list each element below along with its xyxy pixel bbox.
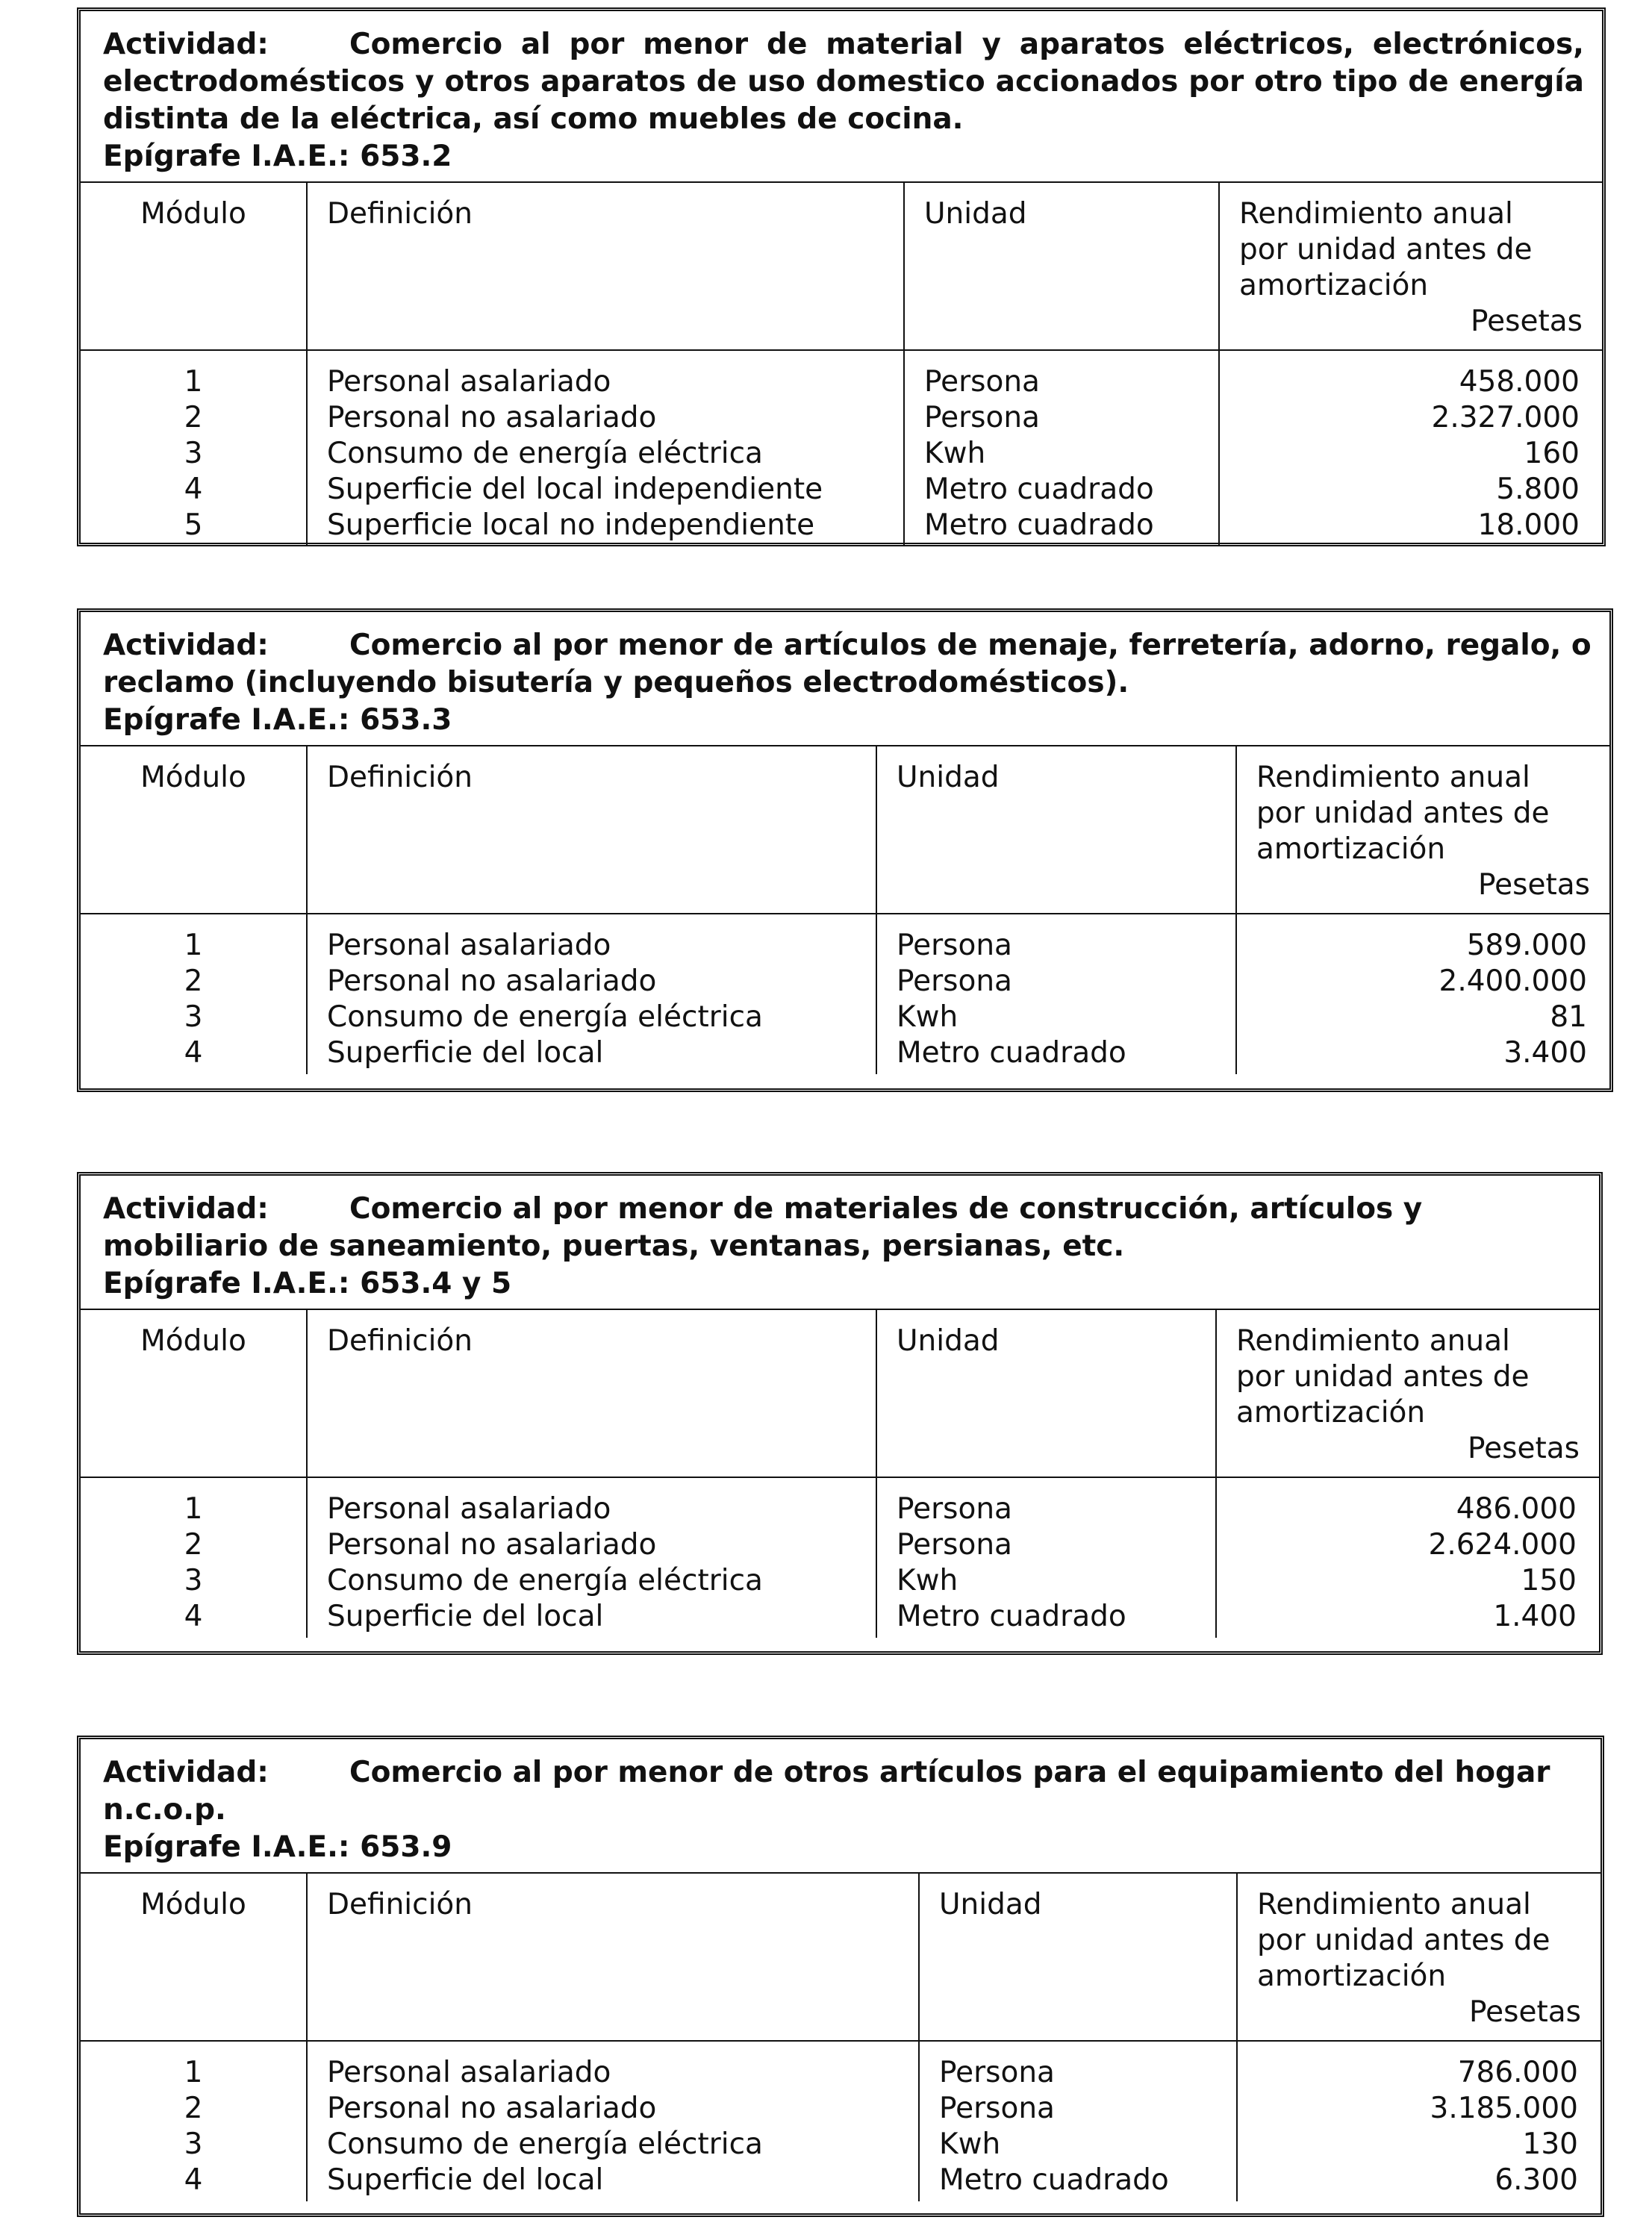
table-row: 2 Personal no asalariado Persona 2.327.000 [81,400,1602,436]
col-header-unidad: Unidad [919,1874,1237,2041]
modules-table [81,1874,1600,2201]
activity-header [81,1176,1599,1310]
epigrafe: Epígrafe I.A.E.: 653.4 y 5 [103,1267,512,1300]
col-header-definicion: Definición [307,1874,919,2041]
table-row: 3 Consumo de energía eléctrica Kwh 130 [81,2127,1600,2163]
actividad-label: Actividad: [103,629,269,662]
table-row: 2 Personal no asalariado Persona 2.400.000 [81,964,1609,1000]
actividad-label: Actividad: [103,1756,269,1789]
actividad-label: Actividad: [103,1192,269,1226]
epigrafe: Epígrafe I.A.E.: 653.9 [103,1830,452,1864]
col-header-rendimiento: Rendimiento anual por unidad antes de amortización Pesetas [1216,1310,1599,1477]
col-header-unidad: Unidad [876,746,1236,914]
table-row: 1 Personal asalariado Persona 486.000 [81,1477,1599,1527]
modules-table [81,1310,1599,1638]
modules-table [81,746,1609,1074]
actividad-text: Comercio al por menor de material y aparatos eléctricos, electrónicos, electrodomésticos y otros aparatos de uso domestico accionados por otro tipo de energía distinta de la eléctrica, así como muebles de cocina. [103,28,1584,136]
table-row: 4 Superficie del local Metro cuadrado 6.300 [81,2163,1600,2201]
table-row: 4 Superficie del local independiente Metro cuadrado 5.800 [81,472,1602,508]
table-row: 1 Personal asalariado Persona 786.000 [81,2041,1600,2091]
col-header-modulo: Módulo [81,1310,307,1477]
col-header-definicion: Definición [307,746,876,914]
actividad-text: Comercio al por menor de materiales de construcción, artículos y mobiliario de saneamiento, puertas, ventanas, persianas, etc. [103,1192,1423,1263]
table-row: 4 Superficie del local Metro cuadrado 3.400 [81,1035,1609,1074]
col-header-modulo: Módulo [81,746,307,914]
activity-block-653-3 [77,608,1613,1092]
modules-table [81,183,1602,546]
table-row: 3 Consumo de energía eléctrica Kwh 150 [81,1563,1599,1599]
activity-block-653-9 [77,1736,1604,2217]
table-row: 2 Personal no asalariado Persona 2.624.000 [81,1527,1599,1563]
table-row: 3 Consumo de energía eléctrica Kwh 160 [81,436,1602,472]
epigrafe: Epígrafe I.A.E.: 653.3 [103,703,452,737]
col-header-unidad: Unidad [904,183,1219,350]
table-row: 4 Superficie del local Metro cuadrado 1.400 [81,1599,1599,1638]
actividad-text: Comercio al por menor de otros artículos para el equipamiento del hogar n.c.o.p. [103,1756,1550,1827]
table-row: 1 Personal asalariado Persona 589.000 [81,914,1609,964]
col-header-rendimiento: Rendimiento anual por unidad antes de amortización Pesetas [1236,746,1609,914]
col-header-modulo: Módulo [81,183,307,350]
epigrafe: Epígrafe I.A.E.: 653.2 [103,140,452,173]
activity-header [81,11,1602,183]
table-row: 2 Personal no asalariado Persona 3.185.000 [81,2091,1600,2127]
actividad-text: Comercio al por menor de artículos de menaje, ferretería, adorno, regalo, o reclamo (incluyendo bisutería y pequeños electrodomésticos). [103,629,1592,699]
table-row: 5 Superficie local no independiente Metro cuadrado 18.000 [81,508,1602,546]
activity-block-653-2 [77,7,1606,546]
activity-header [81,612,1609,746]
col-header-definicion: Definición [307,1310,876,1477]
activity-block-653-4-5 [77,1172,1603,1655]
table-row: 3 Consumo de energía eléctrica Kwh 81 [81,1000,1609,1035]
table-row: 1 Personal asalariado Persona 458.000 [81,350,1602,400]
col-header-rendimiento: Rendimiento anual por unidad antes de amortización Pesetas [1237,1874,1600,2041]
col-header-definicion: Definición [307,183,904,350]
activity-header [81,1739,1600,1874]
col-header-unidad: Unidad [876,1310,1216,1477]
actividad-label: Actividad: [103,28,269,61]
col-header-rendimiento: Rendimiento anual por unidad antes de amortización Pesetas [1219,183,1602,350]
col-header-modulo: Módulo [81,1874,307,2041]
